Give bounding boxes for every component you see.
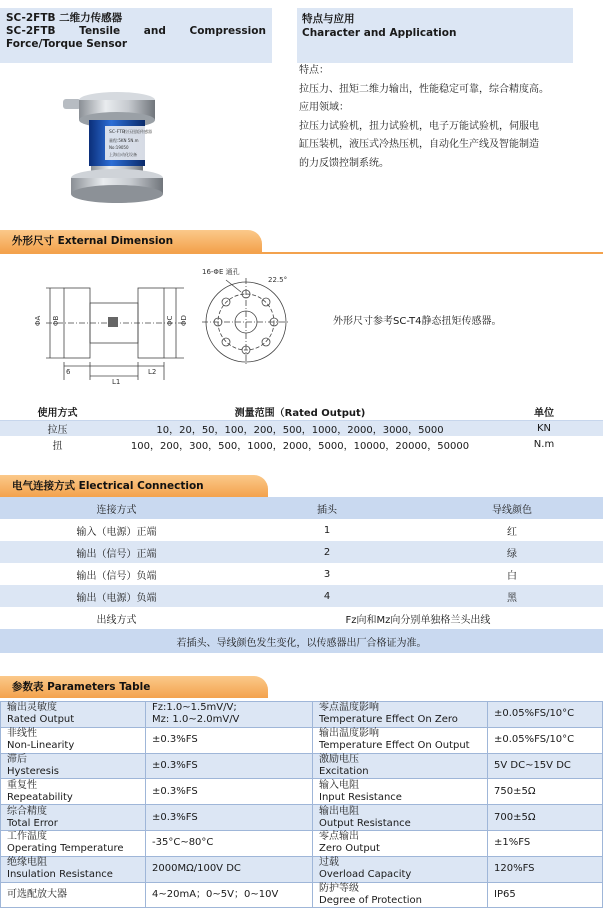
table-row (0, 629, 603, 653)
dim-label-l1: L1 (112, 378, 121, 386)
table-cell (1, 805, 146, 831)
cell-line: Non-Linearity (7, 740, 75, 752)
cell-line: 输入电阻 (319, 779, 359, 791)
cell-line: Degree of Protection (319, 894, 422, 906)
table-cell (146, 805, 313, 831)
dim-label-holes: 16-ΦE 通孔 (202, 268, 240, 276)
sensor-photo (55, 86, 180, 208)
cell-line: 750±5Ω (494, 785, 536, 797)
cell-line: 激励电压 (319, 753, 359, 765)
cell-line: 输出灵敏度 (7, 702, 57, 714)
features-line: 缸压装机，液压式冷热压机，自动化生产线及智能制造 (299, 139, 539, 150)
cell-line: Temperature Effect On Zero (319, 714, 458, 726)
table-cell (146, 856, 313, 882)
features-title-box (297, 8, 573, 63)
table-row (1, 805, 603, 831)
elec-head-color: 导线颜色 (421, 497, 603, 519)
table-cell: 3 (233, 563, 421, 585)
cell-line: ±1%FS (494, 837, 531, 849)
product-title-box (0, 8, 272, 63)
table-cell (313, 779, 488, 805)
table-header-row (0, 403, 603, 420)
table-cell (1, 753, 146, 779)
table-cell: 100，200，300，500，1000，2000，5000，10000，20000，50000 (130, 440, 470, 452)
cell-line: 滞后 (7, 753, 27, 765)
cell-line: 综合精度 (7, 805, 47, 817)
cell-line: 绝缘电阻 (7, 857, 47, 869)
table-cell (313, 727, 488, 753)
table-cell: 4 (233, 585, 421, 607)
table-cell (488, 779, 603, 805)
cell-line: Overload Capacity (319, 869, 412, 881)
table-cell (488, 882, 603, 908)
table-cell (488, 805, 603, 831)
table-cell (488, 753, 603, 779)
sensor-label-b: 拉压扭矩传感器 (124, 129, 152, 134)
cell-line: Input Resistance (319, 791, 402, 803)
table-cell (146, 830, 313, 856)
cell-line: ±0.3%FS (152, 785, 198, 797)
features-line: 拉压力试验机，扭力试验机，电子万能试验机，伺服电 (299, 120, 539, 132)
table-cell (488, 702, 603, 728)
cell-line: Excitation (319, 765, 369, 777)
cell-line: ±0.3%FS (152, 734, 198, 746)
table-cell (1, 830, 146, 856)
electrical-section-header (0, 475, 268, 497)
table-cell: 输出（信号）负端 (0, 563, 233, 585)
dim-label-d: ΦD (180, 315, 188, 326)
table-cell: 1 (233, 519, 421, 541)
table-cell (146, 882, 313, 908)
features-text (299, 62, 579, 173)
table-cell: 输出（信号）正端 (0, 541, 233, 563)
electrical-note: 若插头、导线颜色发生变化，以传感器出厂合格证为准。 (0, 629, 603, 653)
title-en-part: SC-2FTB (6, 25, 56, 37)
section-divider (0, 252, 603, 254)
table-cell (146, 702, 313, 728)
table-cell: 2 (233, 541, 421, 563)
cell-line: ±0.3%FS (152, 811, 198, 823)
features-line: 的力反馈控制系统。 (299, 157, 389, 169)
table-cell (146, 727, 313, 753)
dimension-section-header (0, 230, 262, 252)
cell-line: Hysteresis (7, 765, 59, 777)
range-table (0, 403, 603, 452)
cell-line: 工作温度 (7, 831, 47, 843)
dim-label-6: 6 (66, 368, 71, 376)
cell-line: 非线性 (7, 728, 37, 740)
features-line: 拉压力、扭矩二维力输出，性能稳定可靠，综合精度高。 (299, 83, 549, 95)
table-cell: 红 (421, 519, 603, 541)
table-row (0, 541, 603, 563)
cell-line: 700±5Ω (494, 811, 536, 823)
table-row (1, 727, 603, 753)
table-cell: 输入（电源）正端 (0, 519, 233, 541)
table-row (1, 830, 603, 856)
table-cell: N.m (533, 438, 555, 450)
cell-line: Total Error (7, 817, 58, 829)
table-cell (313, 856, 488, 882)
table-row (0, 563, 603, 585)
elec-head-connection: 连接方式 (0, 497, 233, 519)
product-title-en-line3: Force/Torque Sensor (6, 38, 128, 50)
cell-line: -35°C~80°C (152, 837, 214, 849)
dim-label-l2: L2 (148, 368, 157, 376)
product-title-en (6, 25, 266, 38)
cell-line: 2000MΩ/100V DC (152, 863, 241, 875)
electrical-table (0, 497, 603, 653)
features-line: 应用领域： (299, 102, 349, 113)
table-cell: KN (485, 420, 603, 436)
table-cell: 拉压 (0, 420, 115, 436)
output-method-value: Fz向和Mz向分别单独格兰头出线 (233, 607, 603, 629)
cell-line: Rated Output (7, 714, 75, 726)
table-cell: 绿 (421, 541, 603, 563)
electrical-tab: 电气连接方式 Electrical Connection (0, 475, 268, 497)
range-head-unit: 单位 (485, 403, 603, 420)
table-cell (313, 830, 488, 856)
table-cell (1, 856, 146, 882)
range-head-usage: 使用方式 (0, 403, 115, 420)
cell-line: Zero Output (319, 843, 380, 855)
parameters-table (0, 701, 603, 908)
cell-line: 零点温度影响 (319, 702, 379, 714)
params-section-header (0, 676, 268, 698)
cell-line: 5V DC~15V DC (494, 759, 571, 771)
table-cell (1, 702, 146, 728)
table-cell: 10，20，50，100，200，500，1000，2000，3000，5000 (115, 420, 485, 436)
cell-line: 120%FS (494, 863, 535, 875)
table-cell: 扭 (52, 440, 63, 452)
table-cell: 黑 (421, 585, 603, 607)
range-head-range: 测量范围（Rated Output) (115, 403, 485, 420)
cell-line: 4~20mA；0~5V；0~10V (152, 888, 279, 900)
features-title-en: Character and Application (302, 27, 457, 39)
table-cell (313, 702, 488, 728)
cell-line: Repeatability (7, 791, 73, 803)
table-row (1, 882, 603, 908)
table-row (1, 753, 603, 779)
table-cell (313, 753, 488, 779)
cell-line: Temperature Effect On Output (319, 740, 470, 752)
table-cell: 白 (421, 563, 603, 585)
dim-label-angle: 22.5° (268, 276, 288, 284)
cell-line: ±0.05%FS/10°C (494, 734, 575, 746)
table-cell (146, 779, 313, 805)
sensor-label-a: SC-FTB (109, 130, 125, 135)
cell-line: IP65 (494, 888, 516, 900)
features-title-cn: 特点与应用 (302, 13, 355, 25)
cell-line: Output Resistance (319, 817, 411, 829)
title-en-part: Compression (189, 25, 266, 37)
side-view-drawing (36, 268, 196, 390)
params-tab: 参数表 Parameters Table (0, 676, 268, 698)
table-cell (1, 779, 146, 805)
table-header-row (0, 497, 603, 519)
table-row (0, 607, 603, 629)
table-row (1, 779, 603, 805)
table-cell (313, 882, 488, 908)
cell-line: 零点输出 (319, 831, 359, 843)
table-row (0, 519, 603, 541)
sensor-label-d: No:19050 (109, 145, 129, 150)
table-row (0, 436, 603, 452)
table-row (0, 585, 603, 607)
cell-line: 可选配放大器 (7, 888, 67, 900)
end-view-drawing (196, 262, 301, 372)
dimension-tab: 外形尺寸 External Dimension (0, 230, 262, 252)
table-cell: 输出（电源）负端 (0, 585, 233, 607)
table-cell (488, 830, 603, 856)
table-cell (146, 753, 313, 779)
table-cell (1, 727, 146, 753)
table-row (1, 856, 603, 882)
cell-line: Mz: 1.0~2.0mV/V (152, 714, 240, 726)
dimension-note: 外形尺寸参考SC-T4静态扭矩传感器。 (333, 316, 502, 327)
product-title-cn: SC-2FTB 二维力传感器 (6, 12, 123, 24)
table-cell (1, 882, 146, 908)
elec-head-plug: 插头 (233, 497, 421, 519)
sensor-label-e: 上海自动化设备 (109, 152, 137, 157)
cell-line: 输出电阻 (319, 805, 359, 817)
cell-line: 输出温度影响 (319, 728, 379, 740)
cell-line: Insulation Resistance (7, 869, 113, 881)
table-row (1, 702, 603, 728)
dim-label-b: ΦB (52, 315, 60, 326)
title-en-part: and (143, 25, 166, 37)
cell-line: 过载 (319, 857, 339, 869)
dim-label-c: ΦC (166, 315, 174, 326)
sensor-label-c: 量程:5KN 5N.m (109, 138, 139, 143)
label-plate (108, 317, 118, 327)
dim-label-a: ΦA (34, 315, 42, 326)
output-method-label: 出线方式 (0, 607, 233, 629)
table-cell (488, 727, 603, 753)
table-cell (313, 805, 488, 831)
cell-line: 重复性 (7, 779, 37, 791)
table-cell (488, 856, 603, 882)
cell-line: Fz:1.0~1.5mV/V; (152, 702, 237, 714)
cell-line: ±0.3%FS (152, 759, 198, 771)
table-row (0, 420, 603, 436)
features-line: 特点： (299, 65, 329, 76)
title-en-part: Tensile (79, 25, 121, 37)
cell-line: Operating Temperature (7, 843, 124, 855)
cell-line: 防护等级 (319, 882, 359, 894)
cell-line: ±0.05%FS/10°C (494, 708, 575, 720)
